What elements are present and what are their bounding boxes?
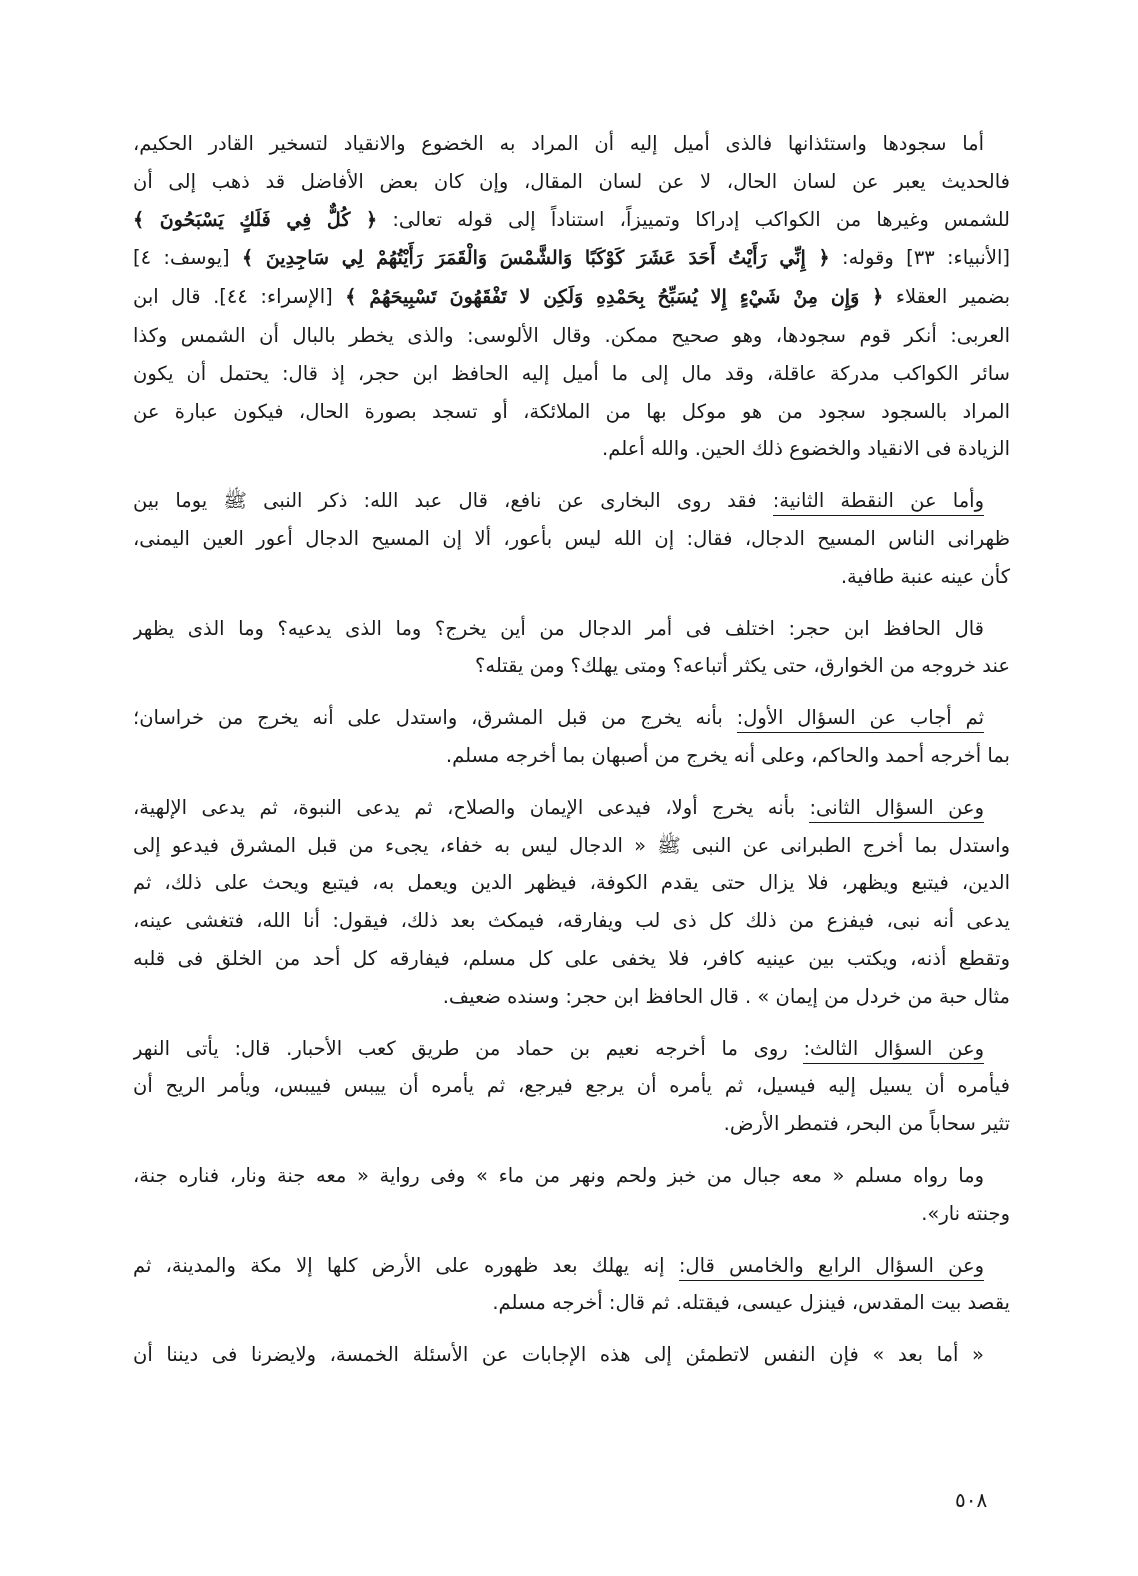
text-line: « أما بعد » فإن النفس لاتطمئن إلى هذه الإجابات عن الأسئلة الخمسة، ولايضرنا فى ديننا أن (133, 1343, 984, 1367)
text-segment: بأنه يخرج من قبل المشرق، واستدل على أنه يخرج من خراسان؛ (133, 706, 723, 730)
paragraph-first-question (133, 699, 1010, 775)
underlined-heading: ثم أجاب عن السؤال الأول: (737, 706, 984, 733)
text-line: المراد بالسجود سجود من هو موكل بها من الملائكة، أو تسجد بصورة الحال، فيكون عبارة عن (133, 399, 1010, 423)
text-line: كأن عينه عنبة طافية. (840, 564, 1010, 588)
quran-quote: ﴿ إِنِّي رَأَيْتُ أَحَدَ عَشَرَ كَوْكَبًا وَالشَّمْسَ وَالْقَمَرَ رَأَيْتُهُمْ لِي سَاجِدِينَ ﴾ (241, 247, 830, 270)
text-line (133, 278, 1010, 317)
text-line: مثال حبة من خردل من إيمان » . قال الحافظ ابن حجر: وسنده ضعيف. (442, 984, 1010, 1008)
quran-quote: ﴿ وَإِن مِنْ شَيْءٍ إِلا يُسَبِّحُ بِحَمْدِهِ وَلَكِن لا تَفْقَهُونَ تَسْبِيحَهُمْ ﴾ (345, 286, 884, 309)
underlined-heading: وعن السؤال الرابع والخامس قال: (679, 1254, 984, 1281)
text-segment: للشمس وغيرها من الكواكب إدراكا وتمييزاً، استناداً إلى قوله تعالى: (392, 207, 1010, 231)
text-line: فالحديث يعبر عن لسان الحال، لا عن لسان المقال، وإن كان بعض الأفاضل قد ذهب إلى أن (133, 169, 1010, 193)
text-line (133, 699, 1010, 737)
text-segment: روى ما أخرجه نعيم بن حماد من طريق كعب الأحبار. قال: يأتى النهر (133, 1036, 788, 1060)
text-segment: فقد روى البخارى عن نافع، قال عبد الله: ذكر النبى ﷺ يوما بين (133, 489, 757, 513)
page-number: ٥٠٨ (955, 1488, 988, 1512)
book-page-body (133, 125, 1010, 1374)
text-segment: بأنه يخرج أولا، فيدعى الإيمان والصلاح، ثم يدعى النبوة، ثم يدعى الإلهية، (133, 795, 796, 819)
underlined-heading: وأما عن النقطة الثانية: (773, 489, 984, 516)
text-segment: بضمير العقلاء (895, 285, 1010, 309)
text-line (133, 1247, 1010, 1285)
text-line: يدعى أنه نبى، فيفزع من ذلك كل ذى لب ويفارقه، فيمكث بعد ذلك، فيقول: أنا الله، فتغشى عينه، (133, 909, 1010, 933)
text-line: الدين، فيتبع ويظهر، فلا يزال حتى يقدم الكوفة، فيظهر الدين ويعمل به، فيتبع ويحث على ذلك، ثم (133, 871, 1010, 895)
text-line: وجنته نار». (921, 1201, 1010, 1225)
text-line: وتقطع أذنه، ويكتب بين عينيه كافر، فلا يخفى على كل مسلم، فيفارقه كل أحد من الخلق فى قلبه (133, 946, 1010, 970)
paragraph-second-point (133, 482, 1010, 595)
paragraph-prostration (133, 125, 1010, 468)
paragraph-ibn-hajar-questions (133, 610, 1010, 686)
verse-reference: [الإسراء: ٤٤]. قال ابن (133, 285, 333, 309)
verse-reference: [يوسف: ٤] (133, 246, 230, 270)
text-line: واستدل بما أخرج الطبرانى عن النبى ﷺ « الدجال ليس به خفاء، يجىء من قبل المشرق فيدعو إلى (133, 833, 1010, 857)
text-segment: إنه يهلك بعد ظهوره على الأرض كلها إلا مكة والمدينة، ثم (133, 1253, 665, 1277)
paragraph-conclusion (133, 1336, 1010, 1374)
text-line (133, 482, 1010, 520)
text-segment: [الأنبياء: ٣٣] وقوله: (842, 246, 1010, 270)
text-line: وما رواه مسلم « معه جبال من خبز ولحم ونهر من ماء » وفى رواية « معه جنة ونار، فناره جنة، (133, 1163, 984, 1187)
text-line (133, 201, 1010, 240)
text-line: العربى: أنكر قوم سجودها، وهو صحيح ممكن. وقال الألوسى: والذى يخطر بالبال أن الشمس وكذا (133, 323, 1010, 347)
paragraph-muslim-narration (133, 1157, 1010, 1233)
text-line: قال الحافظ ابن حجر: اختلف فى أمر الدجال من أين يخرج؟ وما الذى يدعيه؟ وما الذى يظهر (133, 616, 984, 640)
text-line: تثير سحاباً من البحر، فتمطر الأرض. (723, 1112, 1010, 1136)
text-line: فيأمره أن يسيل إليه فيسيل، ثم يأمره أن يرجع فيرجع، ثم يأمره أن ييبس فييبس، ويأمر الريح أن (133, 1074, 1010, 1098)
underlined-heading: وعن السؤال الثانى: (809, 796, 984, 823)
paragraph-fourth-fifth-question (133, 1247, 1010, 1323)
text-line: ظهرانى الناس المسيح الدجال، فقال: إن الله ليس بأعور، ألا إن المسيح الدجال أعور العين اليمنى، (133, 526, 1010, 550)
quran-quote: ﴿ كُلٌّ فِي فَلَكٍ يَسْبَحُونَ ﴾ (133, 208, 378, 231)
text-line: بما أخرجه أحمد والحاكم، وعلى أنه يخرج من أصبهان بما أخرجه مسلم. (445, 743, 1010, 767)
paragraph-second-question (133, 789, 1010, 1016)
text-line: يقصد بيت المقدس، فينزل عيسى، فيقتله. ثم قال: أخرجه مسلم. (492, 1291, 1010, 1315)
text-line: سائر الكواكب مدركة عاقلة، وقد مال إلى ما أميل إليه الحافظ ابن حجر، إذ قال: يحتمل أن يكون (133, 361, 1010, 385)
text-line: أما سجودها واستئذانها فالذى أميل إليه أن المراد به الخضوع والانقياد لتسخير القادر الحكيم، (133, 132, 984, 155)
text-line: عند خروجه من الخوارق، حتى يكثر أتباعه؟ ومتى يهلك؟ ومن يقتله؟ (475, 654, 1010, 678)
text-line (133, 789, 1010, 827)
text-line (133, 1030, 1010, 1068)
underlined-heading: وعن السؤال الثالث: (803, 1037, 984, 1064)
text-line (133, 239, 1010, 278)
paragraph-third-question (133, 1030, 1010, 1143)
text-line: الزيادة فى الانقياد والخضوع ذلك الحين. والله أعلم. (602, 437, 1010, 461)
